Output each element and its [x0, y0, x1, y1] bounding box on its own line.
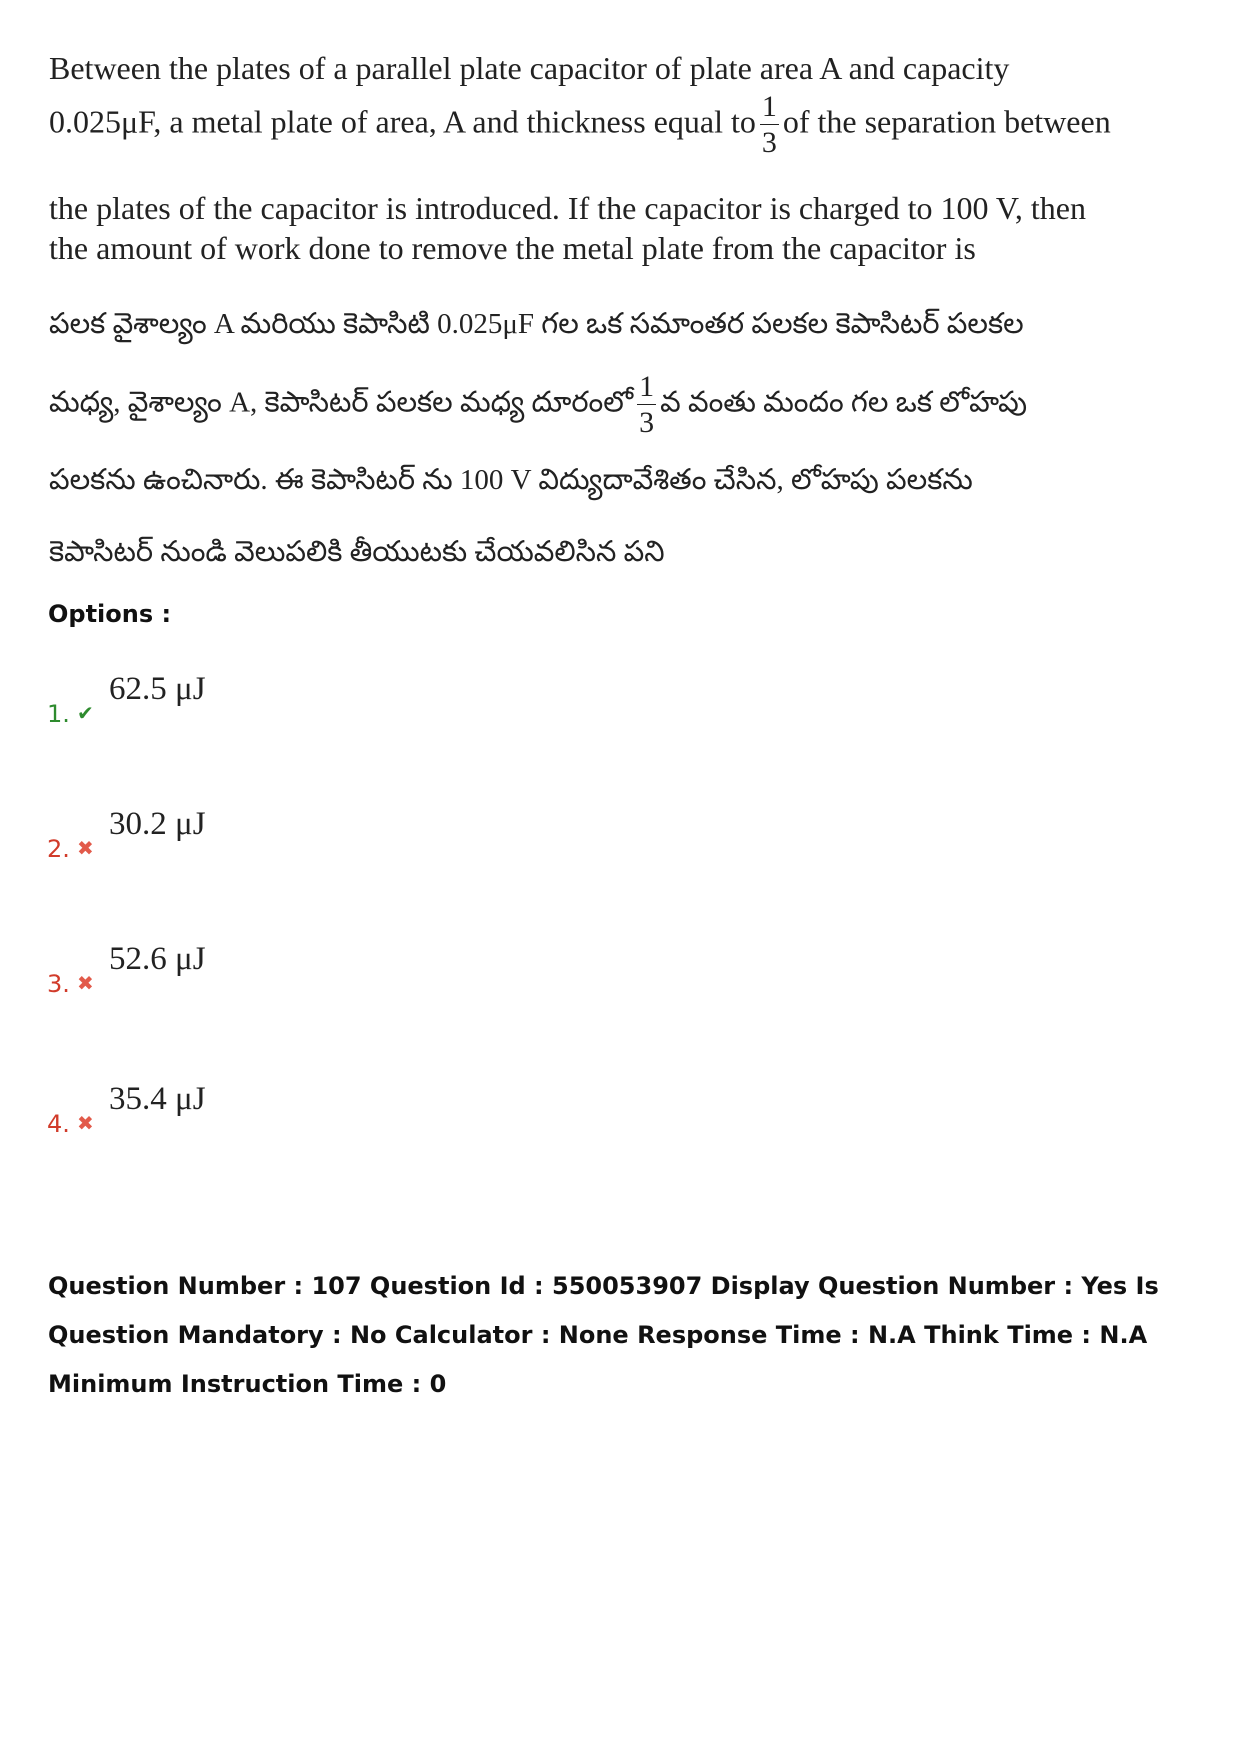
question-line-2-end: of the separation between [782, 103, 1111, 140]
option-value: 35.4 μJ [109, 1081, 206, 1117]
cross-icon: ✖ [77, 971, 94, 995]
telugu-line-2 [49, 372, 1027, 438]
question-line-1: Between the plates of a parallel plate capacitor of plate area A and capacity [49, 50, 1010, 86]
telugu-one-third-fraction [637, 372, 656, 438]
option-number: 3. [47, 970, 70, 998]
cross-icon: ✖ [77, 1111, 94, 1135]
option-1 [47, 671, 447, 740]
question-line-3: the plates of the capacitor is introduced. If the capacitor is charged to 100 V, then [49, 190, 1086, 226]
check-icon: ✔ [77, 701, 94, 725]
telugu-fraction-denominator: 3 [639, 406, 655, 439]
option-value: 52.6 μJ [109, 941, 206, 977]
option-4 [47, 1081, 447, 1156]
option-value: 30.2 μJ [109, 806, 206, 842]
telugu-line-1: పలక వైశాల్యం A మరియు కెపాసిటి 0.025μF గల ఒక సమాంతర పలకల కెపాసిటర్ పలకల [49, 308, 1024, 340]
option-number: 4. [47, 1110, 70, 1138]
question-line-2-start: 0.025μF, a metal plate of area, A and thickness equal to [49, 103, 756, 140]
one-third-fraction [760, 92, 779, 158]
cross-icon: ✖ [77, 836, 94, 860]
option-2 [47, 806, 447, 875]
question-line-2 [49, 90, 1111, 159]
telugu-line-3: పలకను ఉంచినారు. ఈ కెపాసిటర్ ను 100 V విద్యుదావేశితం చేసిన, లోహపు పలకను [49, 464, 973, 496]
telugu-line-2-start: మధ్య, వైశాల్యం A, కెపాసిటర్ పలకల మధ్య దూరంలో [49, 386, 634, 419]
option-number: 1. [47, 700, 70, 728]
option-value: 62.5 μJ [109, 671, 206, 707]
options-heading: Options : [48, 600, 172, 628]
telugu-fraction-numerator: 1 [639, 370, 655, 403]
option-number: 2. [47, 835, 70, 863]
telugu-line-4: కెపాసిటర్ నుండి వెలుపలికి తీయుటకు చేయవలిసిన పని [49, 536, 665, 568]
fraction-denominator: 3 [761, 126, 777, 159]
fraction-numerator: 1 [761, 90, 777, 123]
question-line-4: the amount of work done to remove the metal plate from the capacitor is [49, 230, 976, 266]
option-3 [47, 941, 447, 1010]
question-metadata: Question Number : 107 Question Id : 550053907 Display Question Number : Yes Is Question Mandatory : No Calculator : None Response Time : N.A Think Time : N.A Minimum Instruction Time : 0 [48, 1272, 1159, 1398]
telugu-line-2-end: వ వంతు మందం గల ఒక లోహపు [660, 386, 1028, 419]
